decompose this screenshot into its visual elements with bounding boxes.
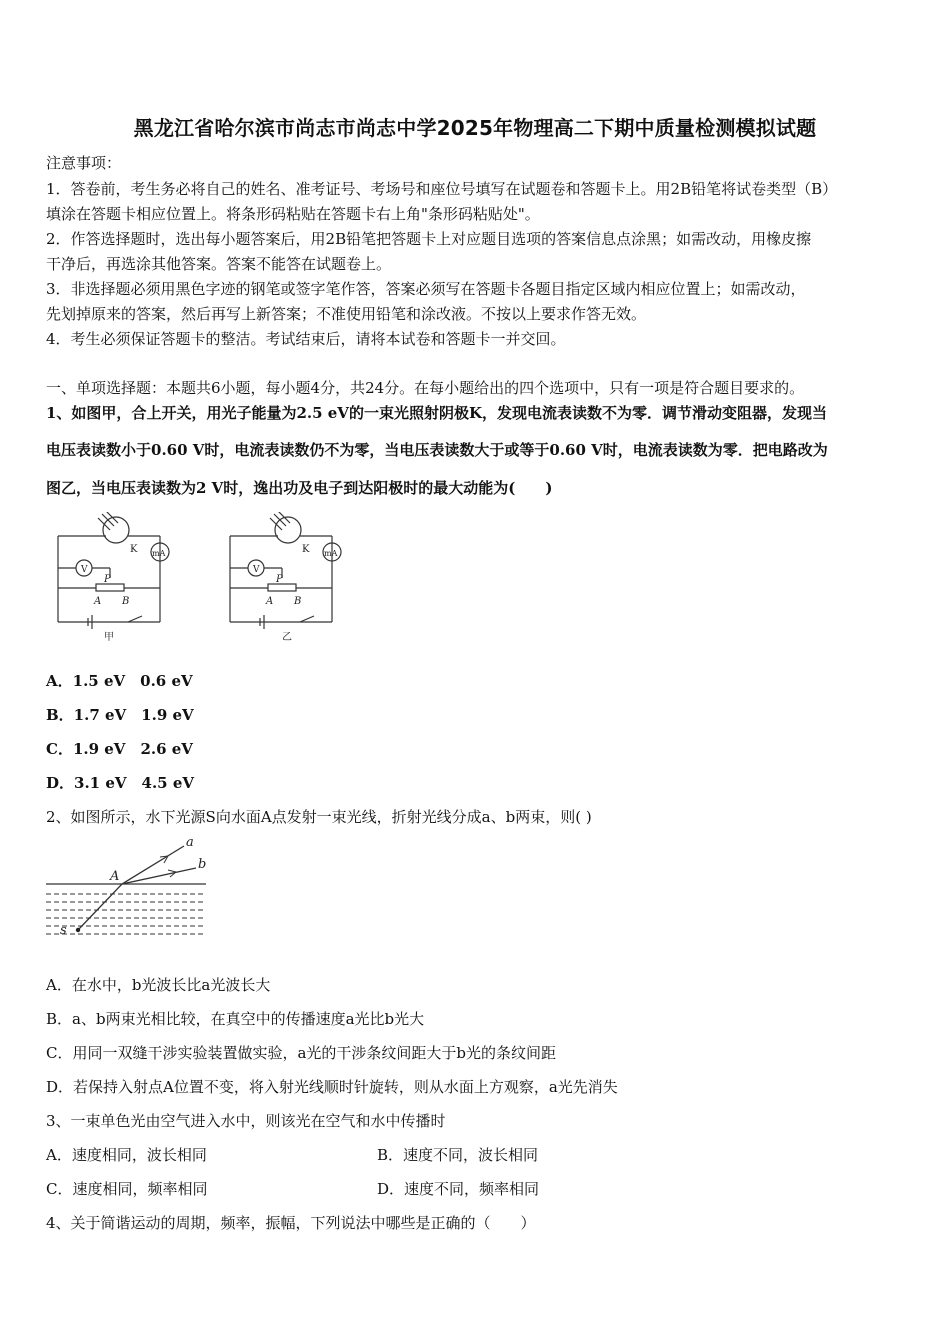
- notice-line: 3．非选择题必须用黑色字迹的钢笔或签字笔作答，答案必须写在答题卡各题目指定区域内相应位置上；如需改动，: [46, 280, 806, 298]
- option: B．a、b两束光相比较，在真空中的传播速度a光比b光大: [46, 1010, 425, 1028]
- label-p: P: [104, 574, 111, 585]
- figure-label-right: 乙: [282, 632, 292, 643]
- label-b: B: [122, 596, 130, 607]
- label-s: s: [60, 923, 67, 938]
- incident-ray: [78, 884, 122, 930]
- option: C．1.9 eV 2.6 eV: [46, 740, 193, 758]
- question-2-stem: 2、如图所示，水下光源S向水面A点发射一束光线，折射光线分成a、b两束，则( ): [46, 808, 592, 826]
- label-v: V: [81, 565, 88, 575]
- notice-line: 1．答卷前，考生务必将自己的姓名、准考证号、考场号和座位号填写在试题卷和答题卡上。用2B铅笔将试卷类型（B）: [46, 180, 838, 198]
- notice-heading: 注意事项：: [46, 154, 122, 172]
- refracted-ray-b: [122, 868, 196, 884]
- notice-line: 先划掉原来的答案，然后再写上新答案；不准使用铅笔和涂改液。不按以上要求作答无效。: [46, 305, 647, 323]
- question-1-stem: 1、如图甲，合上开关，用光子能量为2.5 eV的一束光照射阴极K，发现电流表读数不为零．调节滑动变阻器，发现当: [46, 404, 827, 422]
- label-k: K: [130, 544, 138, 555]
- figure-label-left: 甲: [104, 632, 114, 643]
- option: C．用同一双缝干涉实验装置做实验，a光的干涉条纹间距大于b光的条纹间距: [46, 1044, 557, 1062]
- label-a: a: [186, 835, 194, 850]
- option: A．1.5 eV 0.6 eV: [46, 672, 193, 690]
- label-a: A: [266, 596, 274, 607]
- label-ma: mA: [324, 549, 338, 558]
- circuit-figure: [50, 512, 360, 644]
- option: A．在水中，b光波长比a光波长大: [46, 976, 271, 994]
- notice-line: 干净后，再选涂其他答案。答案不能答在试题卷上。: [46, 255, 392, 273]
- label-v: V: [253, 565, 260, 575]
- label-a: A: [94, 596, 102, 607]
- option: D．速度不同，频率相同: [377, 1180, 540, 1198]
- section-heading: 一、单项选择题：本题共6小题，每小题4分，共24分。在每小题给出的四个选项中，只有一项是符合题目要求的。: [46, 379, 805, 397]
- rheostat-icon: [268, 584, 296, 591]
- circuit-left: [58, 512, 169, 629]
- option: B．1.7 eV 1.9 eV: [46, 706, 194, 724]
- label-k: K: [302, 544, 310, 555]
- label-ma: mA: [152, 549, 166, 558]
- label-b: B: [294, 596, 302, 607]
- notice-line: 4．考生必须保证答题卡的整洁。考试结束后，请将本试卷和答题卡一并交回。: [46, 330, 566, 348]
- question-4-stem: 4、关于简谐运动的周期，频率，振幅，下列说法中哪些是正确的（ ）: [46, 1214, 536, 1232]
- refraction-figure: [44, 832, 214, 944]
- rheostat-icon: [96, 584, 124, 591]
- question-1-stem: 图乙，当电压表读数为2 V时，逸出功及电子到达阳极时的最大动能为( ): [46, 479, 553, 497]
- label-b: b: [198, 857, 207, 872]
- refracted-ray-a: [122, 846, 184, 884]
- option: C．速度相同，频率相同: [46, 1180, 208, 1198]
- label-p: P: [276, 574, 283, 585]
- circuit-right: [230, 512, 341, 629]
- option: D．若保持入射点A位置不变，将入射光线顺时针旋转，则从水面上方观察，a光先消失: [46, 1078, 618, 1096]
- option: D．3.1 eV 4.5 eV: [46, 774, 195, 792]
- notice-line: 填涂在答题卡相应位置上。将条形码粘贴在答题卡右上角"条形码粘贴处"。: [46, 205, 540, 223]
- question-1-stem: 电压表读数小于0.60 V时，电流表读数仍不为零，当电压表读数大于或等于0.60 V时，电流表读数为零．把电路改为: [46, 441, 828, 459]
- page-title: 黑龙江省哈尔滨市尚志市尚志中学2025年物理高二下期中质量检测模拟试题: [133, 116, 817, 140]
- notice-line: 2．作答选择题时，选出每小题答案后，用2B铅笔把答题卡上对应题目选项的答案信息点涂黑；如需改动，用橡皮擦: [46, 230, 812, 248]
- question-3-stem: 3、一束单色光由空气进入水中，则该光在空气和水中传播时: [46, 1112, 446, 1130]
- label-point-a: A: [110, 869, 120, 884]
- option: A．速度相同，波长相同: [46, 1146, 207, 1164]
- option: B．速度不同，波长相同: [377, 1146, 539, 1164]
